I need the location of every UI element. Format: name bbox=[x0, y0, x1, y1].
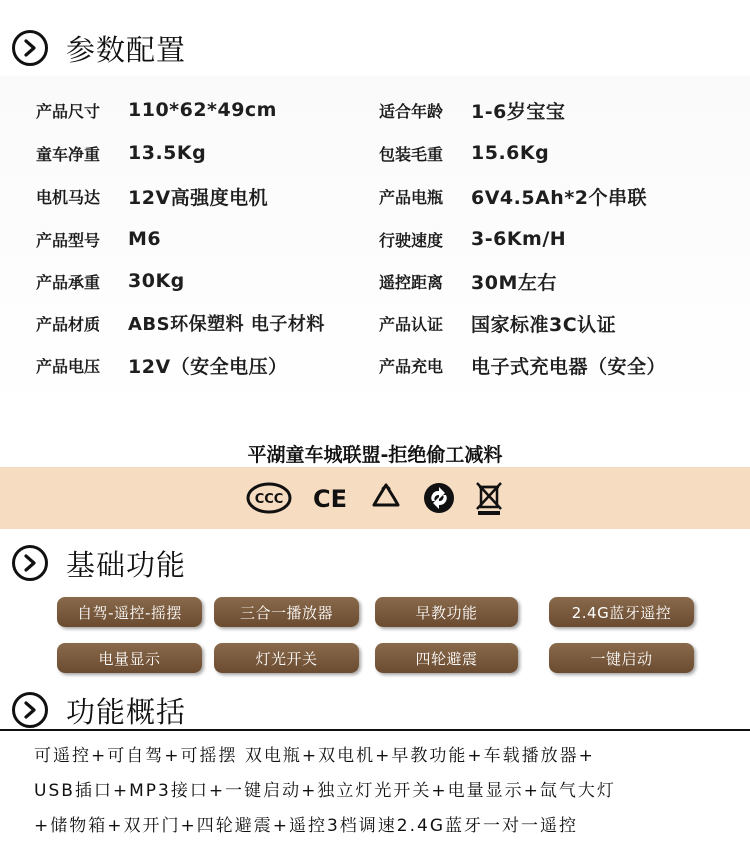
svg-text:CE: CE bbox=[312, 485, 348, 513]
param-value: 电子式充电器（安全） bbox=[471, 355, 667, 378]
param-row bbox=[379, 224, 566, 254]
param-value: 3-6Km/H bbox=[471, 228, 567, 250]
param-label: 产品认证 bbox=[379, 314, 444, 334]
overview-line: 可遥控+可自驾+可摇摆 双电瓶+双电机+早教功能+车载播放器+ bbox=[34, 746, 595, 766]
param-value: 国家标准3C认证 bbox=[471, 313, 617, 336]
param-row bbox=[379, 266, 557, 296]
param-value: 1-6岁宝宝 bbox=[471, 100, 566, 123]
feature-button: 自驾-遥控-摇摆 bbox=[57, 597, 202, 627]
chevron-right-icon bbox=[12, 692, 48, 728]
feature-button: 一键启动 bbox=[549, 643, 694, 673]
param-value: M6 bbox=[128, 228, 162, 250]
ce-mark-icon bbox=[310, 478, 350, 518]
param-value: 12V高强度电机 bbox=[128, 186, 269, 209]
param-row bbox=[36, 350, 288, 380]
section-title: 参数配置 bbox=[66, 32, 187, 67]
recycle-icon bbox=[368, 478, 404, 518]
param-value: 12V（安全电压） bbox=[128, 355, 288, 378]
feature-button: 四轮避震 bbox=[375, 643, 518, 673]
param-label: 产品充电 bbox=[379, 356, 444, 376]
param-value: 30M左右 bbox=[471, 271, 557, 294]
param-row bbox=[36, 308, 325, 338]
weee-bin-icon bbox=[474, 478, 504, 518]
chevron-right-icon bbox=[12, 30, 48, 66]
param-label: 电机马达 bbox=[36, 187, 101, 207]
certification-band bbox=[0, 467, 750, 529]
feature-button: 三合一播放器 bbox=[214, 597, 359, 627]
param-row bbox=[36, 138, 206, 168]
param-label: 产品尺寸 bbox=[36, 101, 101, 121]
ccc-mark-icon bbox=[246, 478, 292, 518]
param-value: 110*62*49cm bbox=[128, 99, 277, 121]
overview-section-header bbox=[12, 690, 186, 730]
svg-text:CCC: CCC bbox=[254, 492, 284, 507]
param-label: 产品型号 bbox=[36, 230, 101, 250]
param-row bbox=[379, 350, 666, 380]
param-row bbox=[379, 308, 616, 338]
param-row bbox=[36, 181, 268, 211]
param-label: 包装毛重 bbox=[379, 144, 444, 164]
divider bbox=[0, 729, 750, 731]
section-title: 功能概括 bbox=[66, 694, 187, 729]
param-value: 6V4.5Ah*2个串联 bbox=[471, 186, 647, 209]
param-value: 15.6Kg bbox=[471, 142, 550, 164]
feature-button: 早教功能 bbox=[375, 597, 518, 627]
param-label: 产品承重 bbox=[36, 272, 101, 292]
param-label: 产品材质 bbox=[36, 314, 101, 334]
param-row bbox=[36, 224, 161, 254]
overview-line: USB插口+MP3接口+一键启动+独立灯光开关+电量显示+氙气大灯 bbox=[34, 781, 616, 801]
feature-button: 电量显示 bbox=[57, 643, 202, 673]
param-value: 30Kg bbox=[128, 270, 185, 292]
param-value: ABS环保塑料 电子材料 bbox=[128, 314, 325, 335]
param-row bbox=[379, 181, 647, 211]
overview-line: +储物箱+双开门+四轮避震+遥控3档调速2.4G蓝牙一对一遥控 bbox=[34, 816, 579, 836]
feature-button: 2.4G蓝牙遥控 bbox=[549, 597, 694, 627]
param-label: 遥控距离 bbox=[379, 272, 444, 292]
param-label: 产品电瓶 bbox=[379, 187, 444, 207]
slogan: 平湖童车城联盟-拒绝偷工减料 bbox=[247, 444, 503, 466]
param-label: 行驶速度 bbox=[379, 230, 444, 250]
section-title: 基础功能 bbox=[66, 547, 187, 582]
param-row bbox=[379, 95, 565, 125]
param-row bbox=[36, 95, 277, 125]
feature-button: 灯光开关 bbox=[214, 643, 359, 673]
param-label: 产品电压 bbox=[36, 356, 101, 376]
param-row bbox=[379, 138, 549, 168]
params-section-header bbox=[12, 28, 186, 68]
param-label: 适合年龄 bbox=[379, 101, 444, 121]
chevron-right-icon bbox=[12, 545, 48, 581]
param-label: 童车净重 bbox=[36, 144, 101, 164]
basic-section-header bbox=[12, 543, 186, 583]
param-value: 13.5Kg bbox=[128, 142, 207, 164]
param-row bbox=[36, 266, 185, 296]
green-dot-icon bbox=[422, 478, 456, 518]
